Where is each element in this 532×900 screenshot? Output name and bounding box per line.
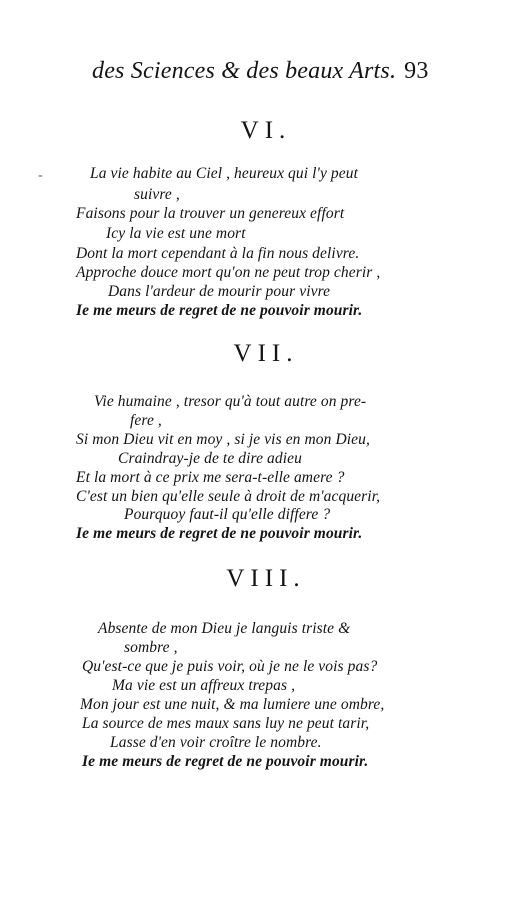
verse-line: La vie habite au Ciel , heureux qui l'y peut: [90, 165, 358, 182]
verse-line: fere ,: [130, 412, 162, 429]
verse-line: Si mon Dieu vit en moy , si je vis en mon Dieu,: [76, 431, 370, 448]
verse-line: Dont la mort cependant à la fin nous delivre.: [76, 245, 360, 262]
verse-line: Qu'est-ce que je puis voir, où je ne le vois pas?: [82, 658, 378, 675]
stanza-number: VII.: [233, 340, 299, 367]
verse-line: Ma vie est un affreux trepas ,: [112, 677, 296, 694]
verse-line: Lasse d'en voir croître le nombre.: [110, 734, 322, 751]
verse-line: Dans l'ardeur de mourir pour vivre: [108, 283, 331, 300]
stanza-number: VI.: [240, 117, 292, 144]
verse-refrain: Ie me meurs de regret de ne pouvoir mourir.: [76, 525, 363, 542]
page-number: 93: [404, 58, 429, 84]
verse-line: Faisons pour la trouver un genereux effort: [76, 205, 345, 222]
verse-line: Craindray-je de te dire adieu: [118, 450, 302, 467]
running-header: [92, 58, 464, 85]
verse-line: Absente de mon Dieu je languis triste &: [98, 620, 351, 637]
verse-line: Pourquoy faut-il qu'elle differe ?: [124, 506, 331, 523]
stanza-number: VIII.: [226, 565, 306, 592]
verse-line: suivre ,: [134, 186, 180, 203]
verse-line: Vie humaine , tresor qu'à tout autre on pre-: [94, 393, 367, 410]
verse-refrain: Ie me meurs de regret de ne pouvoir mourir.: [76, 302, 363, 319]
verse-line: C'est un bien qu'elle seule à droit de m'acquerir,: [76, 488, 381, 505]
verse-line: Approche douce mort qu'on ne peut trop cherir ,: [76, 264, 381, 281]
verse-line: Icy la vie est une mort: [106, 225, 246, 242]
verse-line: Mon jour est une nuit, & ma lumiere une ombre,: [80, 696, 385, 713]
verse-line: La source de mes maux sans luy ne peut tarir,: [82, 715, 370, 732]
margin-mark: -: [38, 168, 43, 183]
verse-line: sombre ,: [124, 639, 178, 656]
running-title: des Sciences & des beaux Arts.: [92, 58, 397, 84]
verse-line: Et la mort à ce prix me sera-t-elle amere ?: [76, 469, 345, 486]
verse-refrain: Ie me meurs de regret de ne pouvoir mourir.: [82, 753, 369, 770]
